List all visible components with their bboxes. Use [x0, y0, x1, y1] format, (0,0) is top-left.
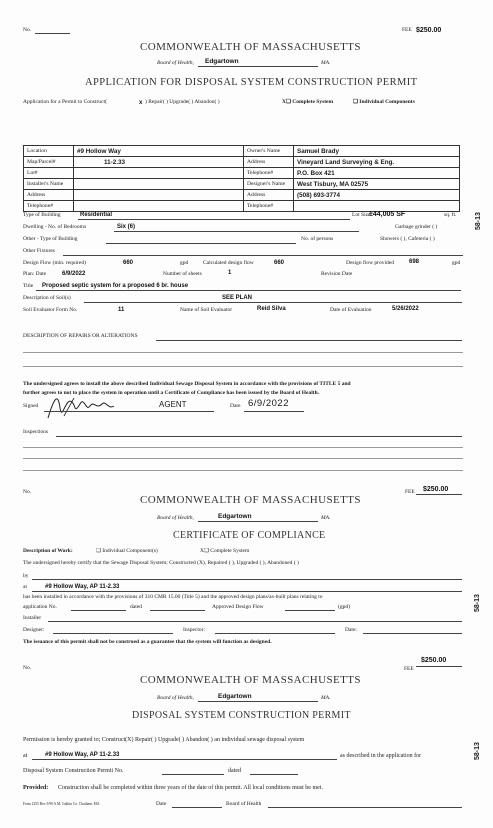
- installer-line: [48, 621, 462, 622]
- soil-evaluator-label: Name of Soil Evaluator: [180, 307, 233, 313]
- cert-at-value: #9 Hollow Way, AP 11-2.33: [45, 584, 120, 590]
- cert-at-label: at: [23, 584, 27, 590]
- provided-label: Provided:: [23, 785, 49, 791]
- owner-telephone-label: Telephone#: [247, 170, 274, 176]
- application-fee-label: FEE: [402, 27, 412, 33]
- designer-name-label: Designer's Name: [247, 181, 286, 187]
- approved-flow-gpd: (gpd): [338, 604, 350, 610]
- repairs-line-2: [23, 352, 463, 353]
- location-value: #9 Hollow Way: [77, 147, 121, 155]
- form-code: Form 1255 Rev 5/99 A.M. Gulkin Co. Chatham, MA: [23, 802, 100, 806]
- provided-text: Construction shall be completed within three years of the date of this permit. All local conditions must be met.: [58, 785, 323, 791]
- certificate-state-suffix: MA.: [321, 515, 331, 521]
- cert-at-line: [32, 591, 462, 592]
- complete-system-cert[interactable]: X❏ Complete System: [200, 548, 250, 554]
- signed-label: Signed: [23, 403, 39, 409]
- certificate-commonwealth-heading: COMMONWEALTH OF MASSACHUSETTS: [140, 494, 361, 506]
- cert-inspector-label: Inspector:: [183, 627, 205, 633]
- certificate-fee-label: FEE: [405, 489, 415, 495]
- issuance-note: The issuance of this permit shall not be construed as a guarantee that the system will function as designed.: [23, 639, 272, 645]
- permit-for-line: Application for a Permit to Construct(: [23, 99, 107, 105]
- sqft-label: sq. ft.: [444, 212, 457, 218]
- board-of-health-label: Board of Health: [226, 801, 262, 807]
- bedrooms-value: Six (6): [117, 224, 136, 230]
- inspections-label: Inspections: [23, 429, 49, 435]
- permit-title: DISPOSAL SYSTEM CONSTRUCTION PERMIT: [132, 710, 351, 721]
- inspections-line-4: [23, 470, 463, 471]
- permit-date-line: [172, 807, 222, 808]
- bedrooms-label: Dwelling - No. of Bedrooms: [23, 224, 87, 230]
- design-flow-gpd: gpd: [180, 260, 189, 266]
- construct-mark[interactable]: x: [139, 100, 143, 106]
- individual-components-option[interactable]: ❏ Individual Components: [353, 99, 415, 105]
- soil-form-label: Soil Evaluator Form No.: [23, 307, 78, 313]
- certificate-board-prefix: Board of Health,: [157, 515, 194, 521]
- individual-components-cert[interactable]: ❏ Individual Component(s): [96, 548, 158, 554]
- other-type-label: Other - Type of Building: [23, 236, 78, 242]
- garbage-grinder[interactable]: Garbage grinder ( ): [395, 224, 438, 230]
- applicant-info-grid: [23, 145, 460, 212]
- permit-number-label: Disposal System Construction Permit No.: [23, 768, 124, 774]
- design-provided-gpd: gpd: [452, 260, 461, 266]
- cert-designer-line: [53, 633, 173, 634]
- application-board-prefix: Board of Health,: [157, 60, 194, 66]
- app-no-line: [71, 610, 126, 611]
- other-type-line: [106, 243, 296, 244]
- installed-line: has been installed in accordance with the provisions of 310 CMR 15.00 (Title 5) and the approved design plans/as-built plans relating to: [23, 594, 323, 600]
- design-provided-label: Design flow provided: [346, 260, 394, 266]
- granted-line: Permission is hereby granted to; Construct(X) Repair( ) Upgrade( ) Abandon( ) an individual sewage disposal system: [23, 737, 305, 743]
- app-no-label: application No.: [23, 604, 57, 610]
- application-town-line: [198, 66, 318, 67]
- calc-flow-label: Calculated design flow: [203, 260, 254, 266]
- agree-line-2: further agrees to not to place the system in operation until a Certificate of Compliance has been issued by the Board of Health.: [23, 390, 320, 396]
- inspections-line-2: [23, 447, 463, 448]
- location-label: Location: [27, 148, 47, 154]
- certificate-town: Edgartown: [218, 513, 252, 520]
- showers-cafeteria[interactable]: Showers ( ), Cafeteria ( ): [380, 236, 435, 242]
- permit-options: ) Repair( ) Upgrade( ) Abandon( ): [145, 99, 220, 105]
- inspections-line-3: [23, 458, 463, 459]
- cert-date-line: [363, 633, 462, 634]
- approved-flow-line: [285, 610, 335, 611]
- installer-label: Installer: [23, 615, 42, 621]
- date-label: Date: [230, 403, 241, 409]
- po-box-value: P.O. Box 421: [297, 169, 335, 177]
- title-line: [36, 290, 461, 291]
- no-persons-label: No. of persons: [301, 236, 334, 242]
- soil-form-value: 11: [118, 307, 125, 313]
- repairs-line-3: [23, 366, 463, 367]
- handwritten-signature: [44, 388, 134, 424]
- permit-state-suffix: MA.: [321, 695, 331, 701]
- owner-address-label: Address: [247, 159, 266, 165]
- complete-system-option[interactable]: X❏ Complete System: [282, 99, 334, 105]
- application-state-suffix: MA.: [321, 60, 331, 66]
- map-parcel-value: 11-2.33: [104, 158, 126, 166]
- other-fixtures-label: Other Fixtures: [23, 248, 55, 254]
- sheets-label: Number of sheets: [163, 271, 202, 277]
- permit-fee-value: $250.00: [421, 657, 447, 664]
- cert-inspector-line: [215, 633, 335, 634]
- calc-flow-value: 660: [274, 260, 285, 266]
- certificate-no-label: No.: [23, 489, 32, 495]
- other-fixtures-line: [63, 255, 463, 256]
- permit-number-line: [162, 774, 224, 775]
- cert-date-label: Date:: [345, 627, 357, 633]
- by-line: [32, 579, 462, 580]
- agent-handwritten: AGENT: [159, 400, 187, 409]
- revision-date-label: Revision Date: [321, 271, 353, 277]
- bedrooms-line: [114, 231, 359, 232]
- permit-dated-line: [250, 774, 298, 775]
- design-provided-value: 698: [409, 259, 420, 265]
- permit-side-code: 58-13: [474, 742, 481, 760]
- certificate-title: CERTIFICATE OF COMPLIANCE: [173, 530, 326, 541]
- permit-at-line: [32, 759, 337, 760]
- permit-board-prefix: Board of Health,: [157, 695, 194, 701]
- permit-fee-line: [416, 666, 462, 667]
- designer-phone-value: (508) 693-3774: [297, 191, 341, 199]
- designer-address-label: Address: [247, 192, 266, 198]
- permit-commonwealth-heading: COMMONWEALTH OF MASSACHUSETTS: [140, 674, 361, 686]
- inspections-line-1: [56, 436, 462, 437]
- owner-address-value: Vineyard Land Surveying & Eng.: [297, 158, 395, 166]
- cert-dated-label: dated: [130, 604, 142, 610]
- design-flow-label: Design Flow (min. required): [23, 260, 86, 266]
- cert-dated-line: [150, 610, 205, 611]
- cert-designer-label: Designer:: [23, 627, 45, 633]
- design-flow-value: 660: [123, 260, 134, 266]
- certify-line: The undersigned hereby certify that the Sewage Disposal System; Constructed (X), Repaired ( ), Upgraded ( ), Abandoned ( ): [23, 560, 299, 566]
- application-side-code: 58-13: [475, 212, 482, 230]
- designer-value: West Tisbury, MA 02575: [297, 180, 369, 188]
- map-parcel-label: Map/Parcel#: [27, 159, 56, 165]
- lot-label: Lot#: [27, 170, 38, 176]
- application-no-label: No.: [23, 27, 32, 33]
- repairs-line-1: [156, 340, 462, 341]
- permit-at-label: at: [23, 753, 28, 759]
- soils-line: [84, 302, 462, 303]
- soils-value: SEE PLAN: [222, 295, 253, 301]
- plan-date-label: Plan: Date: [23, 271, 47, 277]
- certificate-town-line: [198, 521, 318, 522]
- type-building-value: Residential: [80, 212, 113, 218]
- certificate-fee-value: $250.00: [423, 486, 449, 493]
- permit-dated-label: dated: [228, 768, 241, 774]
- permit-no-label: No.: [23, 665, 32, 671]
- board-of-health-line: [268, 807, 462, 808]
- permit-at-value: #9 Hollow Way, AP 11-2.33: [45, 752, 120, 758]
- date-line: [244, 411, 304, 412]
- agree-line-1: The undersigned agrees to install the above described Individual Sewage Disposal System in accordance with the provisions of TITLE 5 and: [23, 381, 351, 387]
- owner-name-label: Owner's Name: [247, 148, 281, 154]
- permit-town-line: [198, 701, 318, 702]
- as-described: as described in the application for: [340, 753, 422, 759]
- lot-size-label: Lot Size: [352, 212, 371, 218]
- lot-size-value: ±44,005 SF: [369, 211, 406, 218]
- permit-date-label: Date: [156, 801, 167, 807]
- permit-fee-label: FEE: [404, 666, 414, 672]
- installer-telephone-label: Telephone#: [27, 203, 54, 209]
- certificate-fee-line: [416, 494, 462, 495]
- application-town: Edgartown: [205, 58, 239, 65]
- by-label: by: [23, 573, 29, 579]
- approved-flow-label: Approved Design Flow: [212, 604, 264, 610]
- soil-evaluator-value: Reid Silva: [257, 306, 286, 312]
- type-building-line: [78, 219, 350, 220]
- eval-date-value: 5/26/2022: [392, 306, 419, 312]
- type-building-label: Type of Building: [23, 212, 61, 218]
- installer-address-label: Address: [27, 192, 46, 198]
- title-value: Proposed septic system for a proposed 6 br. house: [42, 283, 189, 289]
- date-handwritten: 6/9/2022: [248, 398, 289, 409]
- repairs-label: DESCRIPTION OF REPAIRS OR ALTERATIONS: [23, 333, 138, 339]
- installer-name-label: Installer's Name: [27, 181, 64, 187]
- title-label: Title: [23, 283, 34, 289]
- application-no-field[interactable]: [35, 33, 70, 34]
- signed-line: [44, 411, 214, 412]
- description-work-label: Description of Work:: [23, 548, 73, 554]
- application-fee-value: $250.00: [416, 27, 442, 34]
- owner-name-value: Samuel Brady: [297, 147, 339, 155]
- sheets-value: 1: [228, 270, 232, 276]
- application-commonwealth-heading: COMMONWEALTH OF MASSACHUSETTS: [140, 41, 361, 53]
- designer-telephone-label: Telephone#: [247, 203, 274, 209]
- eval-date-label: Date of Evaluation: [330, 307, 372, 313]
- certificate-side-code: 58-13: [474, 594, 481, 612]
- permit-town: Edgartown: [218, 693, 252, 700]
- soils-label: Description of Soil(s): [23, 295, 71, 301]
- plan-date-value: 6/9/2022: [62, 271, 86, 277]
- application-title: APPLICATION FOR DISPOSAL SYSTEM CONSTRUCTION PERMIT: [85, 77, 418, 88]
